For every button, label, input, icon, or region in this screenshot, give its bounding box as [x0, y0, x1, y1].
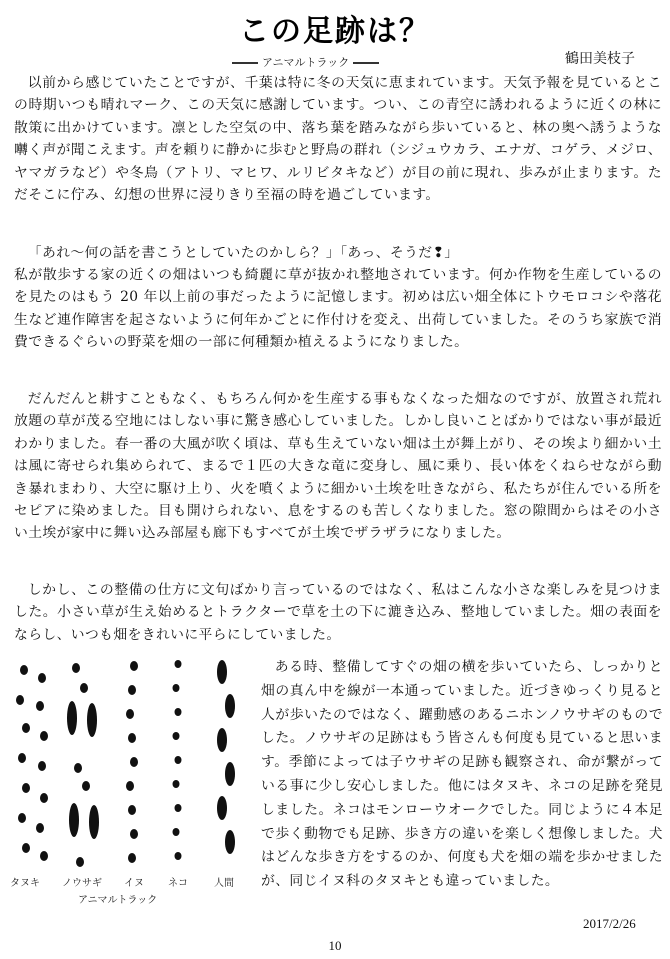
- paragraph-5: ある時、整備してすぐの畑の横を歩いていたら、しっかりと畑の真ん中を線が一本通っていました。近づきゆっくり見ると人が歩いたのではなく、躍動感のあるニホンノウサギのものでした。ノウサギの足跡はもう皆さんも何度も見ていると思います。季節によっては子ウサギの足跡も観察され、命が繋がっている事に少し安心しました。他にはタヌキ、ネコの足跡を発見しました。ネコはモンローウオークでした。同じように４本足で歩く動物でも足跡、歩き方の違いを楽しく想像しました。犬はどんな歩き方をするのか、何度も犬を畑の端を歩かせましたが、同じイヌ科のタヌキとも違っていました。: [261, 659, 663, 890]
- paragraph-4: しかし、この整備の仕方に文句ばかり言っているのではなく、私はこんな小さな楽しみを見つけました。小さい草が生え始めるとトラクターで草を土の下に漉き込み、整地していました。畑の表面をならし、いつも畑をきれいに平らにしていました。: [14, 582, 662, 643]
- page-number: 10: [328, 938, 342, 953]
- subtitle-rule-left: [232, 62, 258, 64]
- figure-caption: アニマルトラック: [78, 895, 158, 906]
- hare-tracks: [67, 663, 99, 867]
- article-title: この足跡は？: [239, 14, 431, 49]
- paragraph-2-quote: 「あれ〜何の話を書こうとしていたのかしら？」「あっ、そうだ❢」: [27, 245, 459, 261]
- paragraph-3: だんだんと耕すこともなく、もちろん何かを生産する事もなくなった畑なのですが、放置され荒れ放題の草が茂る空地にはしない事に驚き感心していました。しかし良いことばかりではない事が最近わかりました。春一番の大風が吹く頃は、草も生えていない畑は土が舞上がり、その埃より細かい土は風に寄せられ集められて、まるで１匹の大きな竜に変身し、風に乗り、長い体をくねらせながら動き暴れまわり、大空に駆け上り、火を噴くように細かい土埃を吐きながら、私たちが住んでいる所をセピアに染めました。目も開けられない、息をするのも苦しくなりました。窓の隙間からはその小さい土埃が家中に舞い込み部屋も廊下もすべてが土埃でザラザラになりました。: [14, 391, 662, 542]
- paragraph-1: 以前から感じていたことですが、千葉は特に冬の天気に恵まれています。天気予報を見ているとこの時期いつも晴れマーク、この天気に感謝しています。つい、この青空に誘われるように近くの林に散策に出かけています。凛とした空気の中、落ち葉を踏みながら歩いていると、林の奥へ誘うような囀く声が聞こえます。声を頼りに静かに歩むと野鳥の群れ（シジュウカラ、エナガ、コゲラ、メジロ、ヤマガラなど）や冬鳥（アトリ、マヒワ、ルリビタキなど）が目の前に現れ、歩みが止まります。ただそこに佇み、幻想の世界に浸りきり至福の時を過ごしています。: [14, 75, 662, 204]
- figure-label-dog: イヌ: [124, 878, 144, 889]
- figure-label-human: 人間: [214, 878, 234, 889]
- article-subtitle: [228, 54, 383, 70]
- footprint-drawing: [0, 648, 262, 888]
- tanuki-tracks: [16, 665, 48, 861]
- subtitle-text: アニマルトラック: [262, 56, 350, 69]
- dog-tracks: [126, 661, 138, 863]
- article-date: 2017/2/26: [583, 916, 636, 931]
- figure-label-cat: ネコ: [168, 878, 188, 889]
- cat-tracks: [173, 660, 182, 860]
- author-name: 鶴田美枝子: [565, 51, 635, 67]
- figure-label-hare: ノウサギ: [62, 878, 102, 889]
- subtitle-rule-right: [353, 62, 379, 64]
- animal-track-figure: [0, 648, 262, 914]
- figure-label-tanuki: タヌキ: [10, 878, 40, 889]
- human-tracks: [217, 660, 235, 854]
- paragraph-2: 私が散歩する家の近くの畑はいつも綺麗に草が抜かれ整地されています。何か作物を生産しているのを見たのはもう 20 年以上前の事だったように記憶します。初めは広い畑全体にトウモロコシや落花生など連作障害を起さないように何年かごとに作付けを変え、出荷していました。そのうち家族で消費できるぐらいの野菜を畑の一部に何種類か植えるようになりました。: [14, 267, 662, 351]
